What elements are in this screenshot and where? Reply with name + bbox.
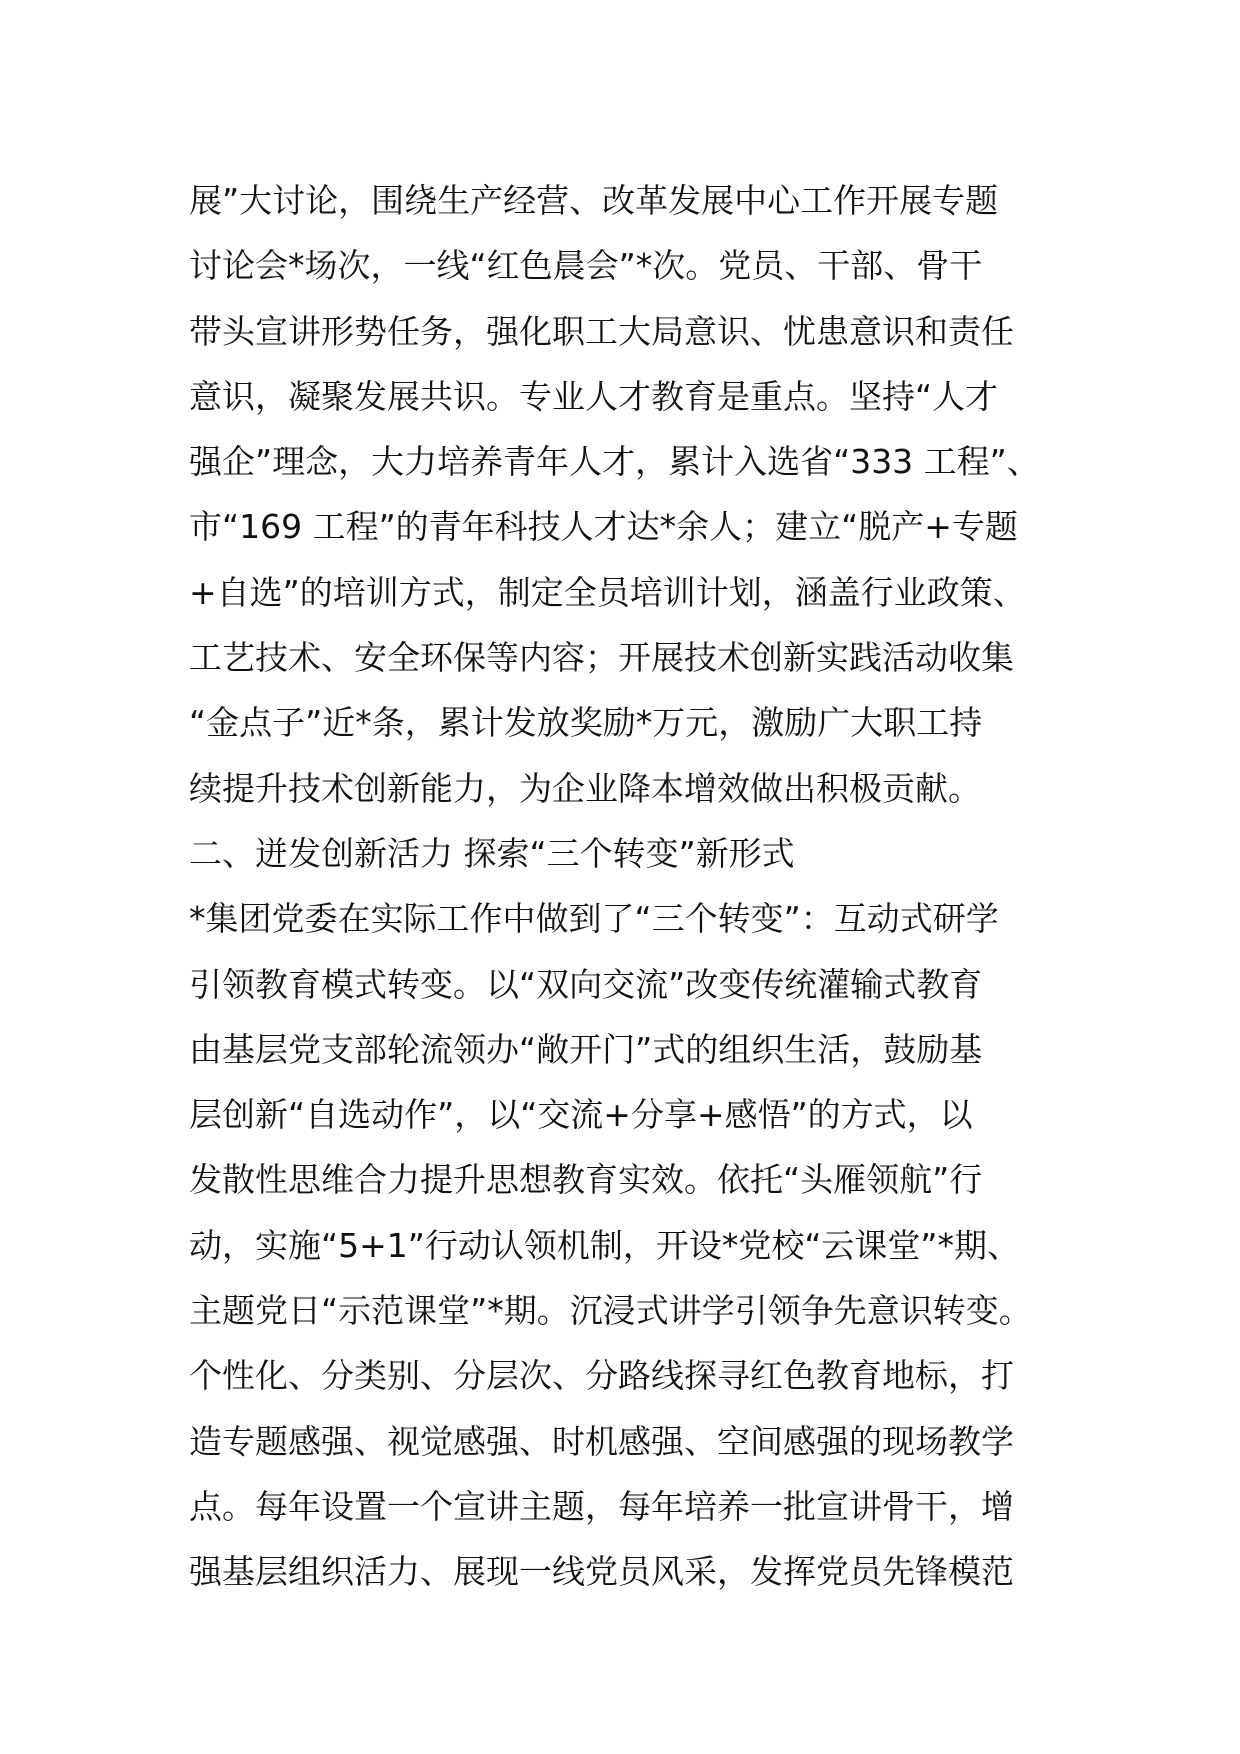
text-line: 主题党日“示范课堂”*期。沉浸式讲学引领争先意识转变。 [189,1291,1032,1331]
text-line: +自选”的培训方式，制定全员培训计划，涵盖行业政策、 [189,572,1026,612]
text-line: 意识，凝聚发展共识。专业人才教育是重点。坚持“人才 [189,376,999,416]
text-line: 强基层组织活力、展现一线党员风采，发挥党员先锋模范 [189,1552,1014,1592]
text-line: 市“169 工程”的青年科技人才达*余人；建立“脱产+专题 [189,507,1018,547]
body-text [189,168,1089,1605]
text-line: 讨论会*场次，一线“红色晨会”*次。党员、干部、骨干 [189,246,983,286]
text-line: 动，实施“5+1”行动认领机制，开设*党校“云课堂”*期、 [189,1225,1021,1265]
text-line: 工艺技术、安全环保等内容；开展技术创新实践活动收集 [189,638,1014,678]
text-line: 层创新“自选动作”，以“交流+分享+感悟”的方式，以 [189,1095,973,1135]
text-line: 强企”理念，大力培养青年人才，累计入选省“333 工程”、 [189,442,1040,482]
text-line: 造专题感强、视觉感强、时机感强、空间感强的现场教学 [189,1421,1014,1461]
section-heading: 二、迸发创新活力 探索“三个转变”新形式 [189,833,795,873]
text-line: 发散性思维合力提升思想教育实效。依托“头雁领航”行 [189,1160,983,1200]
text-line: 点。每年设置一个宣讲主题，每年培养一批宣讲骨干，增 [189,1486,1014,1526]
text-line: *集团党委在实际工作中做到了“三个转变”：互动式研学 [189,899,999,939]
text-line: 展”大讨论，围绕生产经营、改革发展中心工作开展专题 [189,181,999,220]
text-line: 引领教育模式转变。以“双向交流”改变传统灌输式教育 [189,964,983,1004]
text-line: 续提升技术创新能力，为企业降本增效做出积极贡献。 [189,768,981,808]
text-line: 带头宣讲形势任务，强化职工大局意识、忧患意识和责任 [189,311,1014,351]
text-line: 个性化、分类别、分层次、分路线探寻红色教育地标，打 [189,1356,1014,1396]
text-line: 由基层党支部轮流领办“敞开门”式的组织生活，鼓励基 [189,1029,983,1069]
text-line: “金点子”近*条，累计发放奖励*万元，激励广大职工持 [189,703,983,743]
